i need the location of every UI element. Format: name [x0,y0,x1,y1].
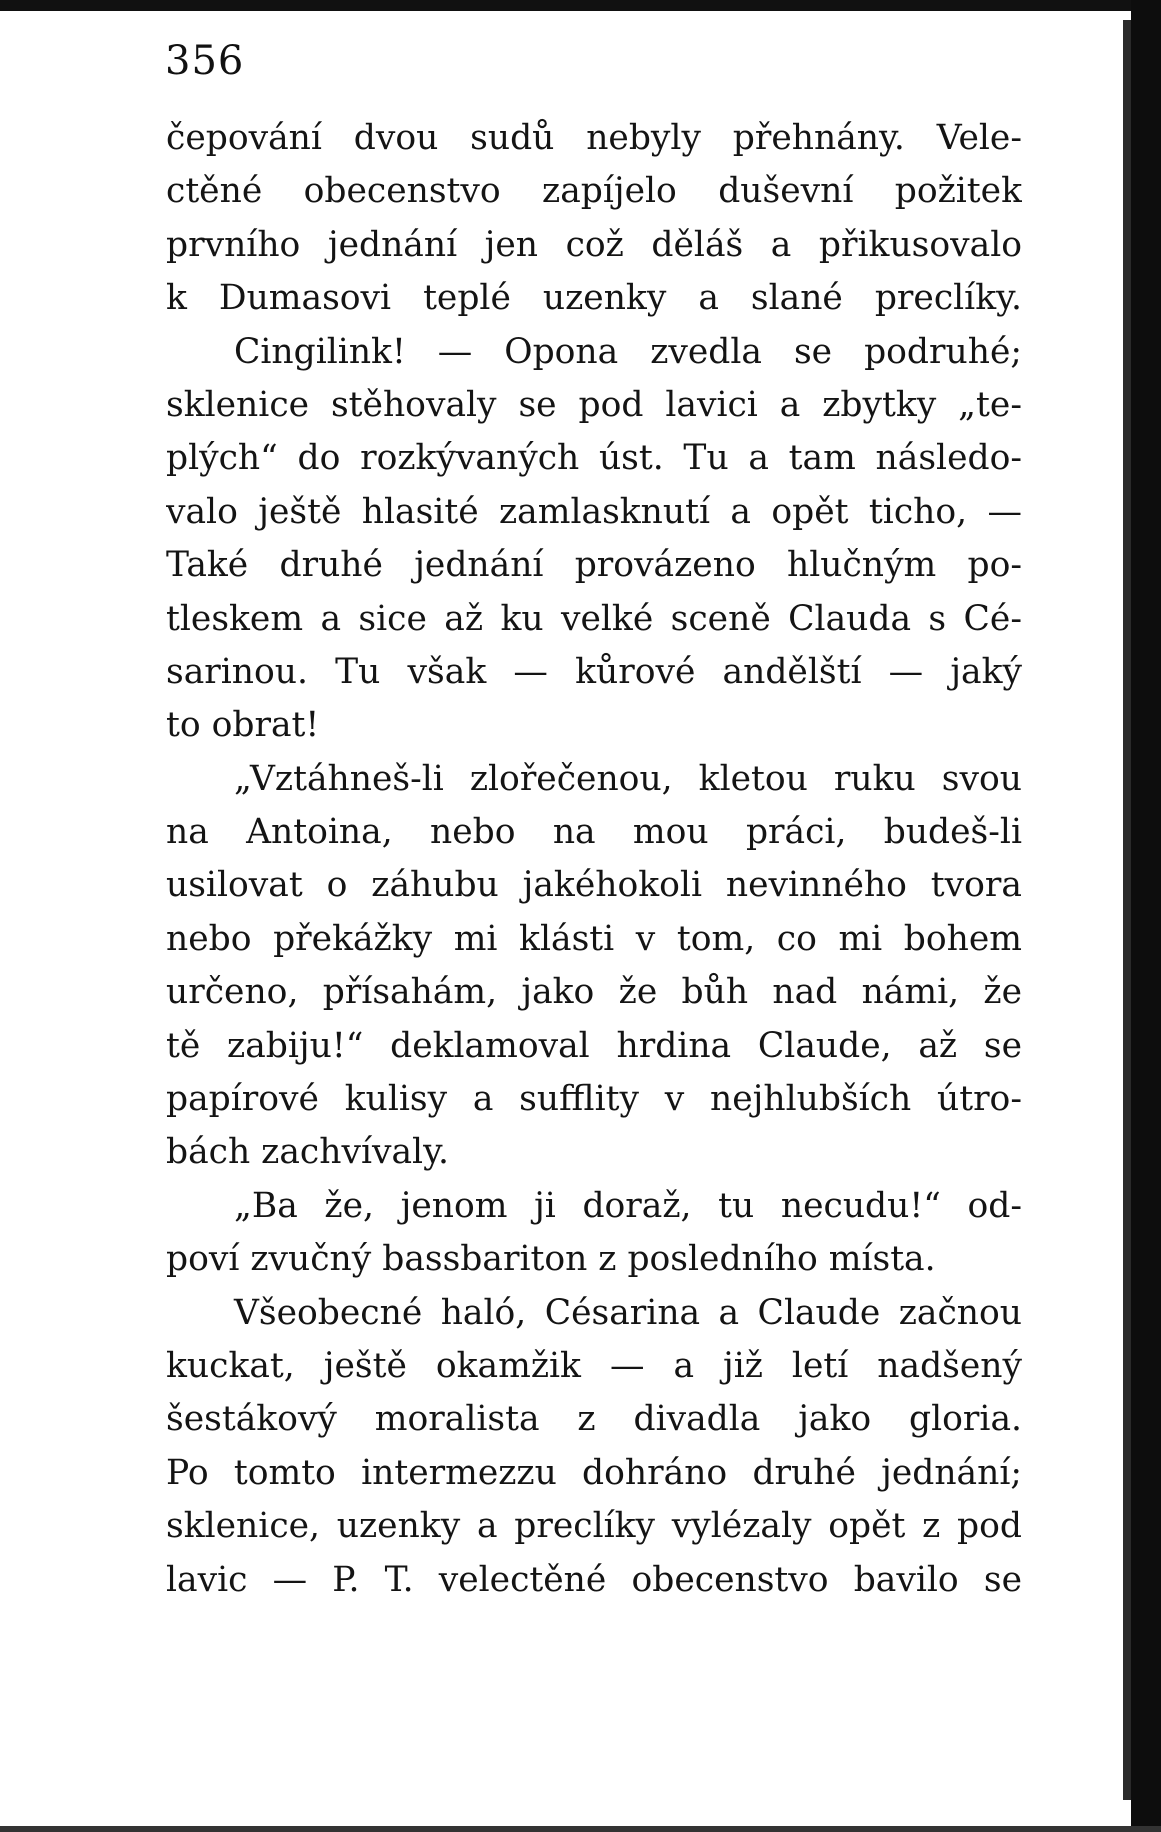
text-line: Také druhé jednání provázeno hlučným po- [166,545,1022,586]
text-line: Po tomto intermezzu dohráno druhé jednání; [166,1452,1022,1493]
page-edge-shadow [1123,20,1131,1800]
text-line: sarinou. Tu však — kůrové andělští — jaký [166,651,1022,692]
text-line: usilovat o záhubu jakéhokoli nevinného tvora [166,865,1022,906]
text-line: poví zvučný bassbariton z posledního místa. [166,1239,936,1280]
text-line: určeno, přísahám, jako že bůh nad námi, že [166,972,1022,1013]
text-line: plých“ do rozkývaných úst. Tu a tam následo- [166,438,1022,479]
text-line: papírové kulisy a sufflity v nejhlubších útro- [166,1079,1022,1120]
text-line: to obrat! [166,705,320,746]
text-line: sklenice stěhovaly se pod lavici a zbytky „te- [166,384,1022,425]
text-line: kuckat, ještě okamžik — a již letí nadšený [166,1345,1022,1386]
text-line: lavic — P. T. velectěné obecenstvo bavilo se [166,1559,1022,1600]
text-line: tleskem a sice až ku velké sceně Clauda s Cé- [166,598,1022,639]
scan-border-right [1131,0,1161,1832]
text-line: „Ba že, jenom ji doraž, tu necudu!“ od- [234,1185,1022,1226]
scan-border-top [0,0,1161,11]
text-line: nebo překážky mi klásti v tom, co mi bohem [166,918,1022,959]
page-number: 356 [165,38,245,84]
text-line: Cingilink! — Opona zvedla se podruhé; [234,331,1022,372]
body-text [166,112,1022,1607]
text-line: tě zabiju!“ deklamoval hrdina Claude, až se [166,1025,1022,1066]
text-line: šestákový moralista z divadla jako gloria. [166,1399,1022,1440]
scan-border-bottom [0,1826,1161,1832]
text-line: k Dumasovi teplé uzenky a slané preclíky. [166,278,1022,319]
text-line: čepování dvou sudů nebyly přehnány. Vele- [166,118,1022,158]
text-line: bách zachvívaly. [166,1132,449,1173]
text-line: prvního jednání jen což děláš a přikusovalo [166,224,1022,265]
text-line: ctěné obecenstvo zapíjelo duševní požitek [166,171,1022,212]
text-line: valo ještě hlasité zamlasknutí a opět ticho, — [166,491,1022,532]
text-line: „Vztáhneš-li zlořečenou, kletou ruku svou [234,758,1022,799]
text-line: sklenice, uzenky a preclíky vylézaly opět z pod [166,1506,1022,1547]
text-line: na Antoina, nebo na mou práci, budeš-li [166,812,1022,853]
text-line: Všeobecné haló, Césarina a Claude začnou [234,1292,1022,1333]
